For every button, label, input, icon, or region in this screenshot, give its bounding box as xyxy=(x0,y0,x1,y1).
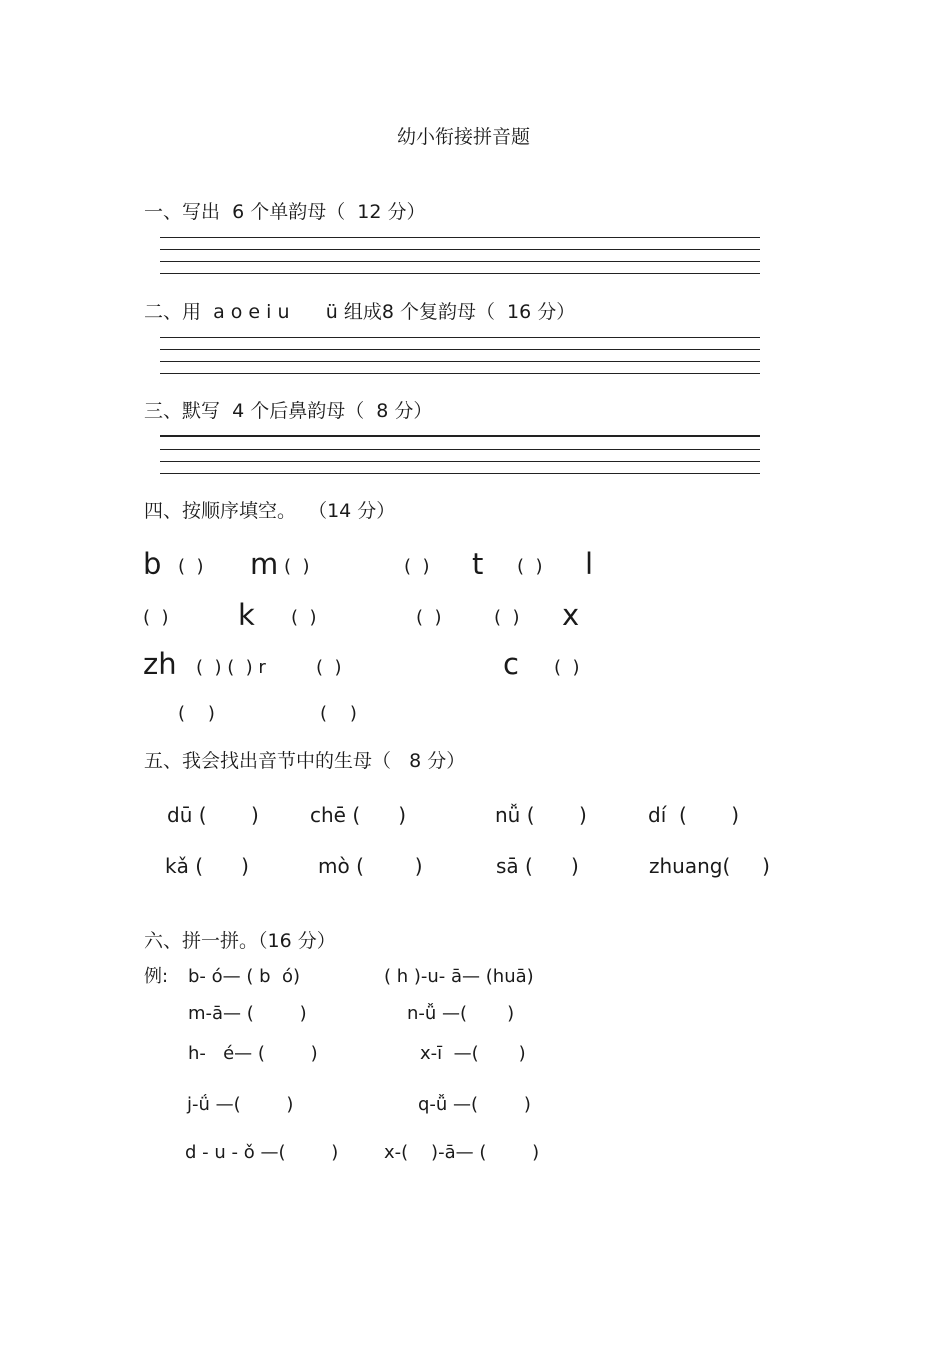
syllable-item: dū ( ) xyxy=(167,803,259,827)
writing-line xyxy=(160,349,760,350)
letter-t: t xyxy=(472,547,484,581)
writing-line xyxy=(160,249,760,250)
blank-paren: ( ) xyxy=(494,607,520,628)
example-item: ( h )-u- ā— (huā) xyxy=(384,966,534,987)
syllable-item: sā ( ) xyxy=(496,854,579,878)
syllable-item: chē ( ) xyxy=(310,803,407,827)
example-label: 例: xyxy=(144,966,169,987)
spell-item: h- é— ( ) xyxy=(188,1043,318,1064)
blank-paren: ( ) xyxy=(143,607,169,628)
spell-item: m-ā— ( ) xyxy=(188,1003,307,1024)
section-6-heading: 六、拼一拼。（16 分） xyxy=(144,930,336,952)
page-title: 幼小衔接拼音题 xyxy=(397,126,531,148)
spell-item: j-ǘ —( ) xyxy=(187,1094,294,1115)
writing-line xyxy=(160,373,760,374)
syllable-item: zhuang( ) xyxy=(649,854,770,878)
example-item: b- ó— ( b ó) xyxy=(188,966,301,987)
writing-line xyxy=(160,261,760,262)
section-1-heading: 一、写出 6 个单韵母（ 12 分） xyxy=(144,201,426,223)
blank-paren: ( ) xyxy=(320,703,357,724)
blank-paren-group: ( ) ( ) r xyxy=(196,657,266,678)
blank-paren: ( ) xyxy=(517,556,543,577)
letter-c: c xyxy=(503,647,519,681)
letter-x: x xyxy=(562,598,580,632)
syllable-item: mò ( ) xyxy=(318,854,423,878)
blank-paren: ( ) xyxy=(178,703,215,724)
writing-line xyxy=(160,449,760,450)
blank-paren: ( ) xyxy=(554,657,580,678)
writing-line xyxy=(160,273,760,274)
spell-item: x-ī —( ) xyxy=(420,1043,526,1064)
spell-item: d - u - ǒ —( ) xyxy=(185,1142,339,1163)
letter-l: l xyxy=(585,547,594,581)
blank-paren: ( ) xyxy=(291,607,317,628)
letter-b: b xyxy=(143,547,162,581)
writing-line xyxy=(160,337,760,338)
letter-zh: zh xyxy=(143,647,177,681)
blank-paren: ( ) xyxy=(178,556,204,577)
blank-paren: ( ) xyxy=(416,607,442,628)
letter-k: k xyxy=(238,598,255,632)
writing-line xyxy=(160,461,760,462)
syllable-item: nǚ ( ) xyxy=(495,803,587,827)
writing-line xyxy=(160,361,760,362)
section-4-heading: 四、按顺序填空。 （14 分） xyxy=(144,500,396,522)
writing-line xyxy=(160,435,760,437)
spell-item: x-( )-ā— ( ) xyxy=(384,1142,540,1163)
syllable-item: kǎ ( ) xyxy=(165,854,249,878)
blank-paren: ( ) xyxy=(316,657,342,678)
section-5-heading: 五、我会找出音节中的生母（ 8 分） xyxy=(144,750,466,772)
blank-paren: ( ) xyxy=(404,556,430,577)
section-2-heading: 二、用 a o e i u ü 组成8 个复韵母（ 16 分） xyxy=(144,301,576,323)
writing-line xyxy=(160,237,760,238)
blank-paren: ( ) xyxy=(284,556,310,577)
writing-line xyxy=(160,473,760,474)
spell-item: q-ǚ —( ) xyxy=(418,1094,531,1115)
spell-item: n-ǚ —( ) xyxy=(407,1003,515,1024)
letter-m: m xyxy=(250,547,279,581)
syllable-item: dí ( ) xyxy=(648,803,740,827)
section-3-heading: 三、默写 4 个后鼻韵母（ 8 分） xyxy=(144,400,433,422)
